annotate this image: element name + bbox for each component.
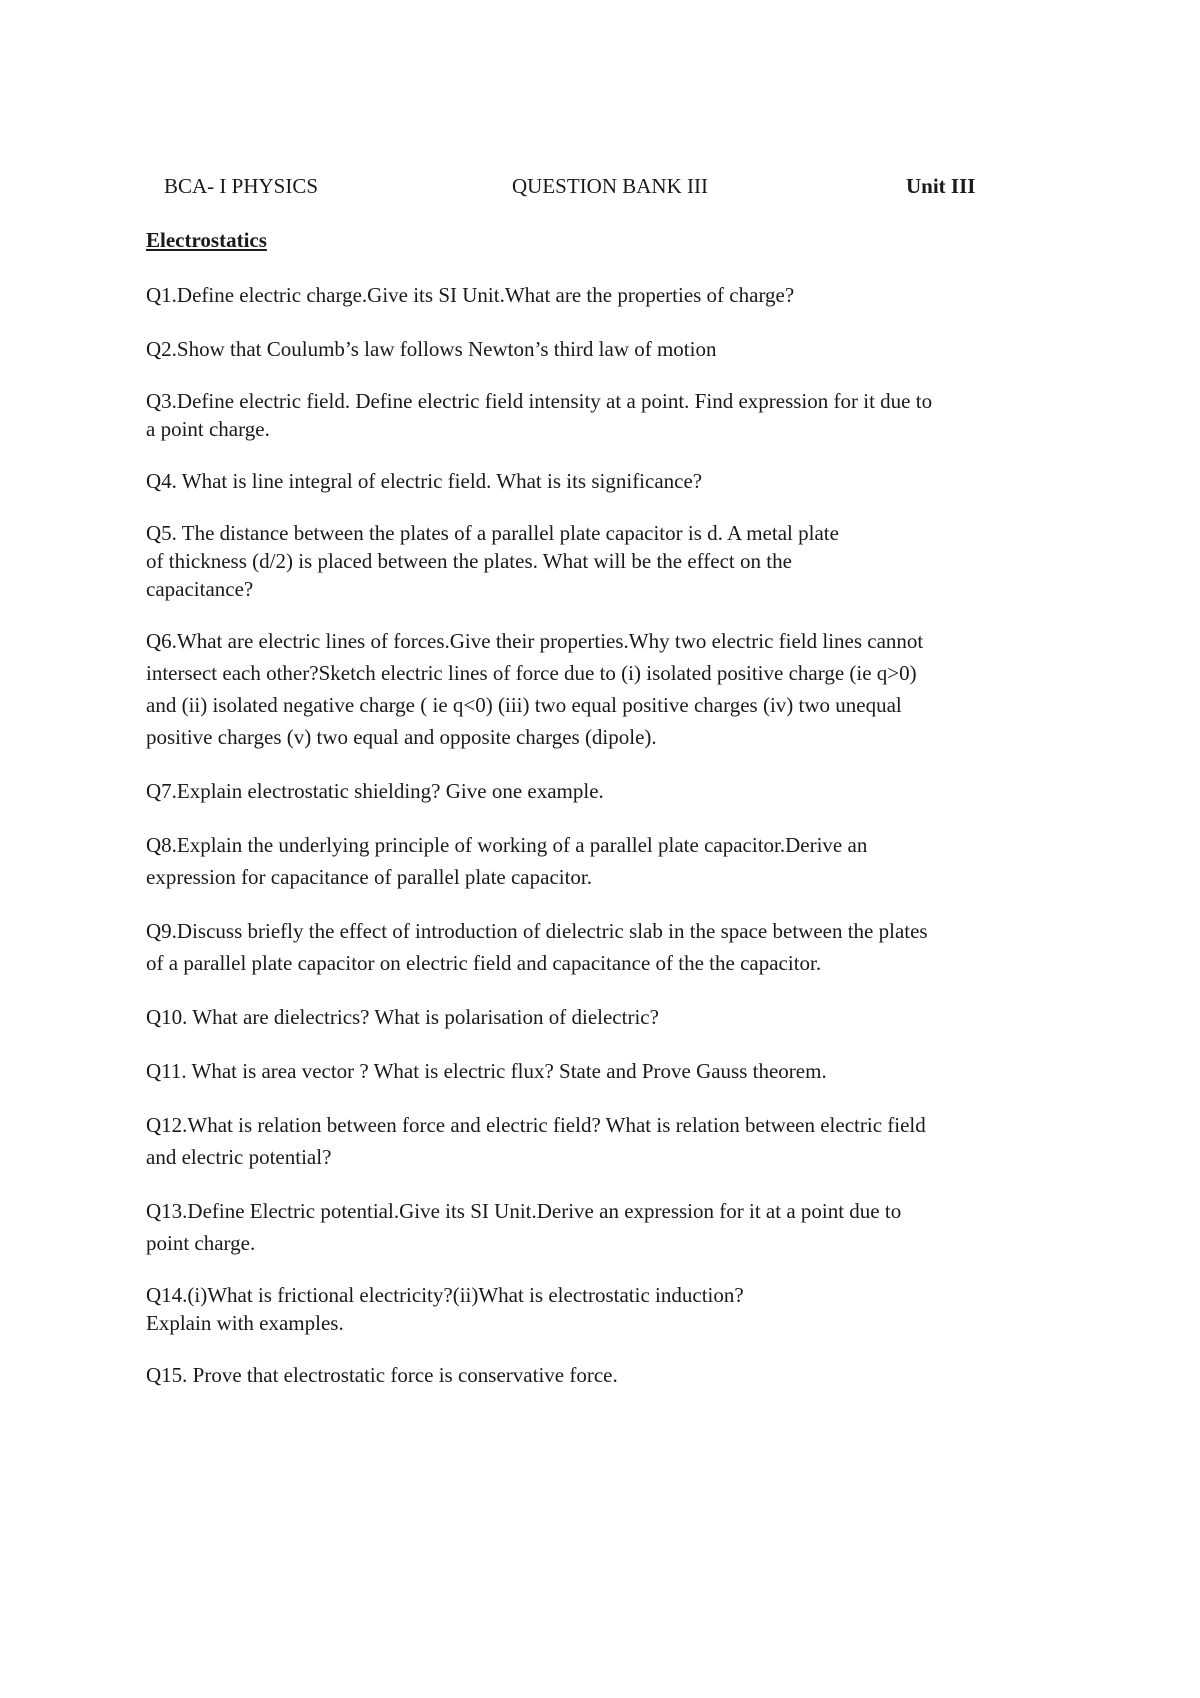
question-5: Q5. The distance between the plates of a parallel plate capacitor is d. A metal plate of thickness (d/2) is placed between the plates. What will be the effect on the capacitance? <box>146 521 839 601</box>
question-2: Q2.Show that Coulumb’s law follows Newton’s third law of motion <box>146 337 717 361</box>
question-10: Q10. What are dielectrics? What is polarisation of dielectric? <box>146 1005 659 1029</box>
question-12: Q12.What is relation between force and electric field? What is relation between electric field and electric potential? <box>146 1113 926 1169</box>
question-1: Q1.Define electric charge.Give its SI Unit.What are the properties of charge? <box>146 283 795 307</box>
question-7: Q7.Explain electrostatic shielding? Give one example. <box>146 779 604 803</box>
question-13: Q13.Define Electric potential.Give its SI Unit.Derive an expression for it at a point due to point charge. <box>146 1199 902 1255</box>
question-6: Q6.What are electric lines of forces.Give their properties.Why two electric field lines cannot intersect each other?Sketch electric lines of force due to (i) isolated positive charge (ie q>0) and (ii) isolated negative charge ( ie q<0) (iii) two equal positive charges (iv) two unequal positive charges (v) two equal and opposite charges (dipole). <box>146 629 924 749</box>
question-11: Q11. What is area vector ? What is electric flux? State and Prove Gauss theorem. <box>146 1059 827 1083</box>
unit-label: Unit III <box>906 174 976 198</box>
question-list <box>146 279 1066 1413</box>
course-label: BCA- I PHYSICS <box>164 174 319 198</box>
question-8: Q8.Explain the underlying principle of working of a parallel plate capacitor.Derive an expression for capacitance of parallel plate capacitor. <box>146 833 868 889</box>
section-title: Electrostatics <box>146 228 267 252</box>
question-4: Q4. What is line integral of electric field. What is its significance? <box>146 469 703 493</box>
question-9: Q9.Discuss briefly the effect of introduction of dielectric slab in the space between the plates of a parallel plate capacitor on electric field and capacitance of the the capacitor. <box>146 919 928 975</box>
question-3: Q3.Define electric field. Define electric field intensity at a point. Find expression for it due to a point charge. <box>146 389 933 441</box>
question-14: Q14.(i)What is frictional electricity?(ii)What is electrostatic induction? Explain with examples. <box>146 1283 744 1335</box>
page-header <box>0 174 1200 204</box>
question-bank-title: QUESTION BANK III <box>512 174 708 198</box>
question-15: Q15. Prove that electrostatic force is conservative force. <box>146 1363 618 1387</box>
